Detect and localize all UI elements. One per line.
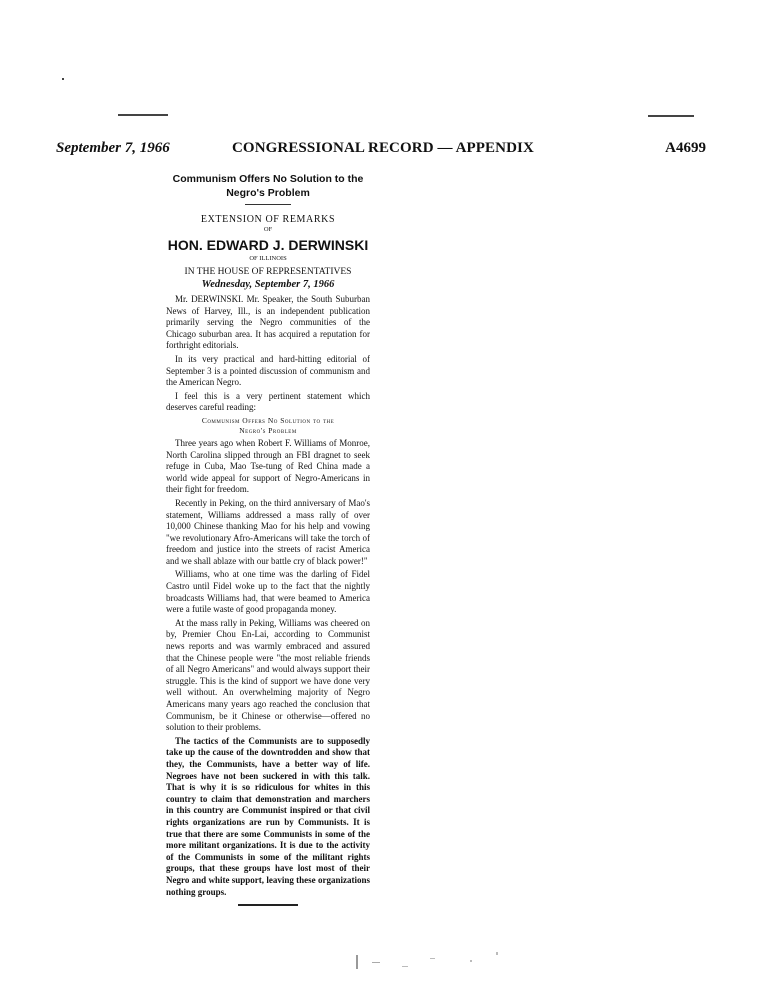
chamber-line: IN THE HOUSE OF REPRESENTATIVES <box>184 267 352 277</box>
article-title <box>166 172 370 200</box>
dateline: Wednesday, September 7, 1966 <box>201 279 335 290</box>
scan-mark-top-right <box>648 115 694 117</box>
closing-paragraph: The tactics of the Communists are to supposedly take up the cause of the downtrodden and show that they, the Communists, have a better way of life. Negroes have not been suckered in with this talk. That is why it is so ridiculous for whites in this country to claim that demonstration and marchers in this country are Communist inspired or that civil rights organizations are run by Communists. It is true that there are some Communists in some of the more militant organizations. It is due to the activity of the Communists in some of the militant rights groups, that these groups have lost most of their Negro and white support, leaving these organizations nothing groups. <box>166 735 370 897</box>
intro-paragraph: Mr. DERWINSKI. Mr. Speaker, the South Suburban News of Harvey, Ill., is an independent publication primarily serving the Negro communities of the Chicago suburban area. It has acquired a reputation for forthright editorials. <box>166 294 370 351</box>
intro-paragraph: In its very practical and hard-hitting editorial of September 3 is a pointed discussion of communism and the American Negro. <box>166 353 370 388</box>
header-title: CONGRESSIONAL RECORD — APPENDIX <box>232 140 534 156</box>
title-rule <box>245 204 291 205</box>
scan-mark-bottom <box>470 960 472 962</box>
editorial-subhead <box>166 416 370 436</box>
header-page-number: A4699 <box>665 140 706 156</box>
page-header <box>56 140 706 164</box>
scan-mark-bottom <box>356 955 358 969</box>
scan-dot <box>62 78 64 80</box>
body-paragraph: Three years ago when Robert F. Williams of Monroe, North Carolina slipped through an FBI dragnet to seek refuge in Cuba, Mao Tse-tung of Red China made a world wide appeal for support of Negro-Americans in their fight for freedom. <box>166 437 370 495</box>
editorial-subhead-line-1: Communism Offers No Solution to the <box>201 415 335 425</box>
speaker-state: OF ILLINOIS <box>249 255 287 262</box>
header-date: September 7, 1966 <box>56 140 170 156</box>
scan-mark-bottom <box>430 958 435 959</box>
body-paragraph: Recently in Peking, on the third anniversary of Mao's statement, Williams addressed a mass rally of over 10,000 Chinese thanking Mao for his help and vowing "we revolutionary Afro-Americans will take the torch of freedom and justice into the streets of racist America and we shall ablaze with our battle cry of black power!" <box>166 497 370 566</box>
scan-mark-bottom <box>496 952 498 955</box>
article-column <box>166 172 370 906</box>
scan-mark-bottom <box>402 966 408 967</box>
extension-of-remarks: EXTENSION OF REMARKS <box>200 214 336 225</box>
scan-mark-bottom <box>372 962 380 963</box>
speaker-name: HON. EDWARD J. DERWINSKI <box>167 237 369 253</box>
article-title-line-2: Negro's Problem <box>226 187 310 199</box>
body-paragraph: At the mass rally in Peking, Williams was cheered on by, Premier Chou En-Lai, according to Communist news reports and was warmly embraced and assured that the Chinese people were "the most reliable friends of all Negro Americans" and would always support their struggle. This is the kind of support we have done very well without. An overwhelming majority of Negro Americans many years ago reached the conclusion that Communism, be it Chinese or otherwise—offered no solution to their problems. <box>166 617 370 733</box>
end-rule <box>238 904 298 906</box>
editorial-subhead-line-2: Negro's Problem <box>239 425 297 435</box>
article-title-line-1: Communism Offers No Solution to the <box>172 173 364 185</box>
intro-paragraph: I feel this is a very pertinent statement which deserves careful reading: <box>166 390 370 413</box>
body-paragraph: Williams, who at one time was the darling of Fidel Castro until Fidel woke up to the fact that the nightly broadcasts Williams had, that were beamed to America were a futile waste of good propaganda money. <box>166 569 370 615</box>
scan-mark-top-left <box>118 114 168 116</box>
of-label: OF <box>263 226 273 233</box>
